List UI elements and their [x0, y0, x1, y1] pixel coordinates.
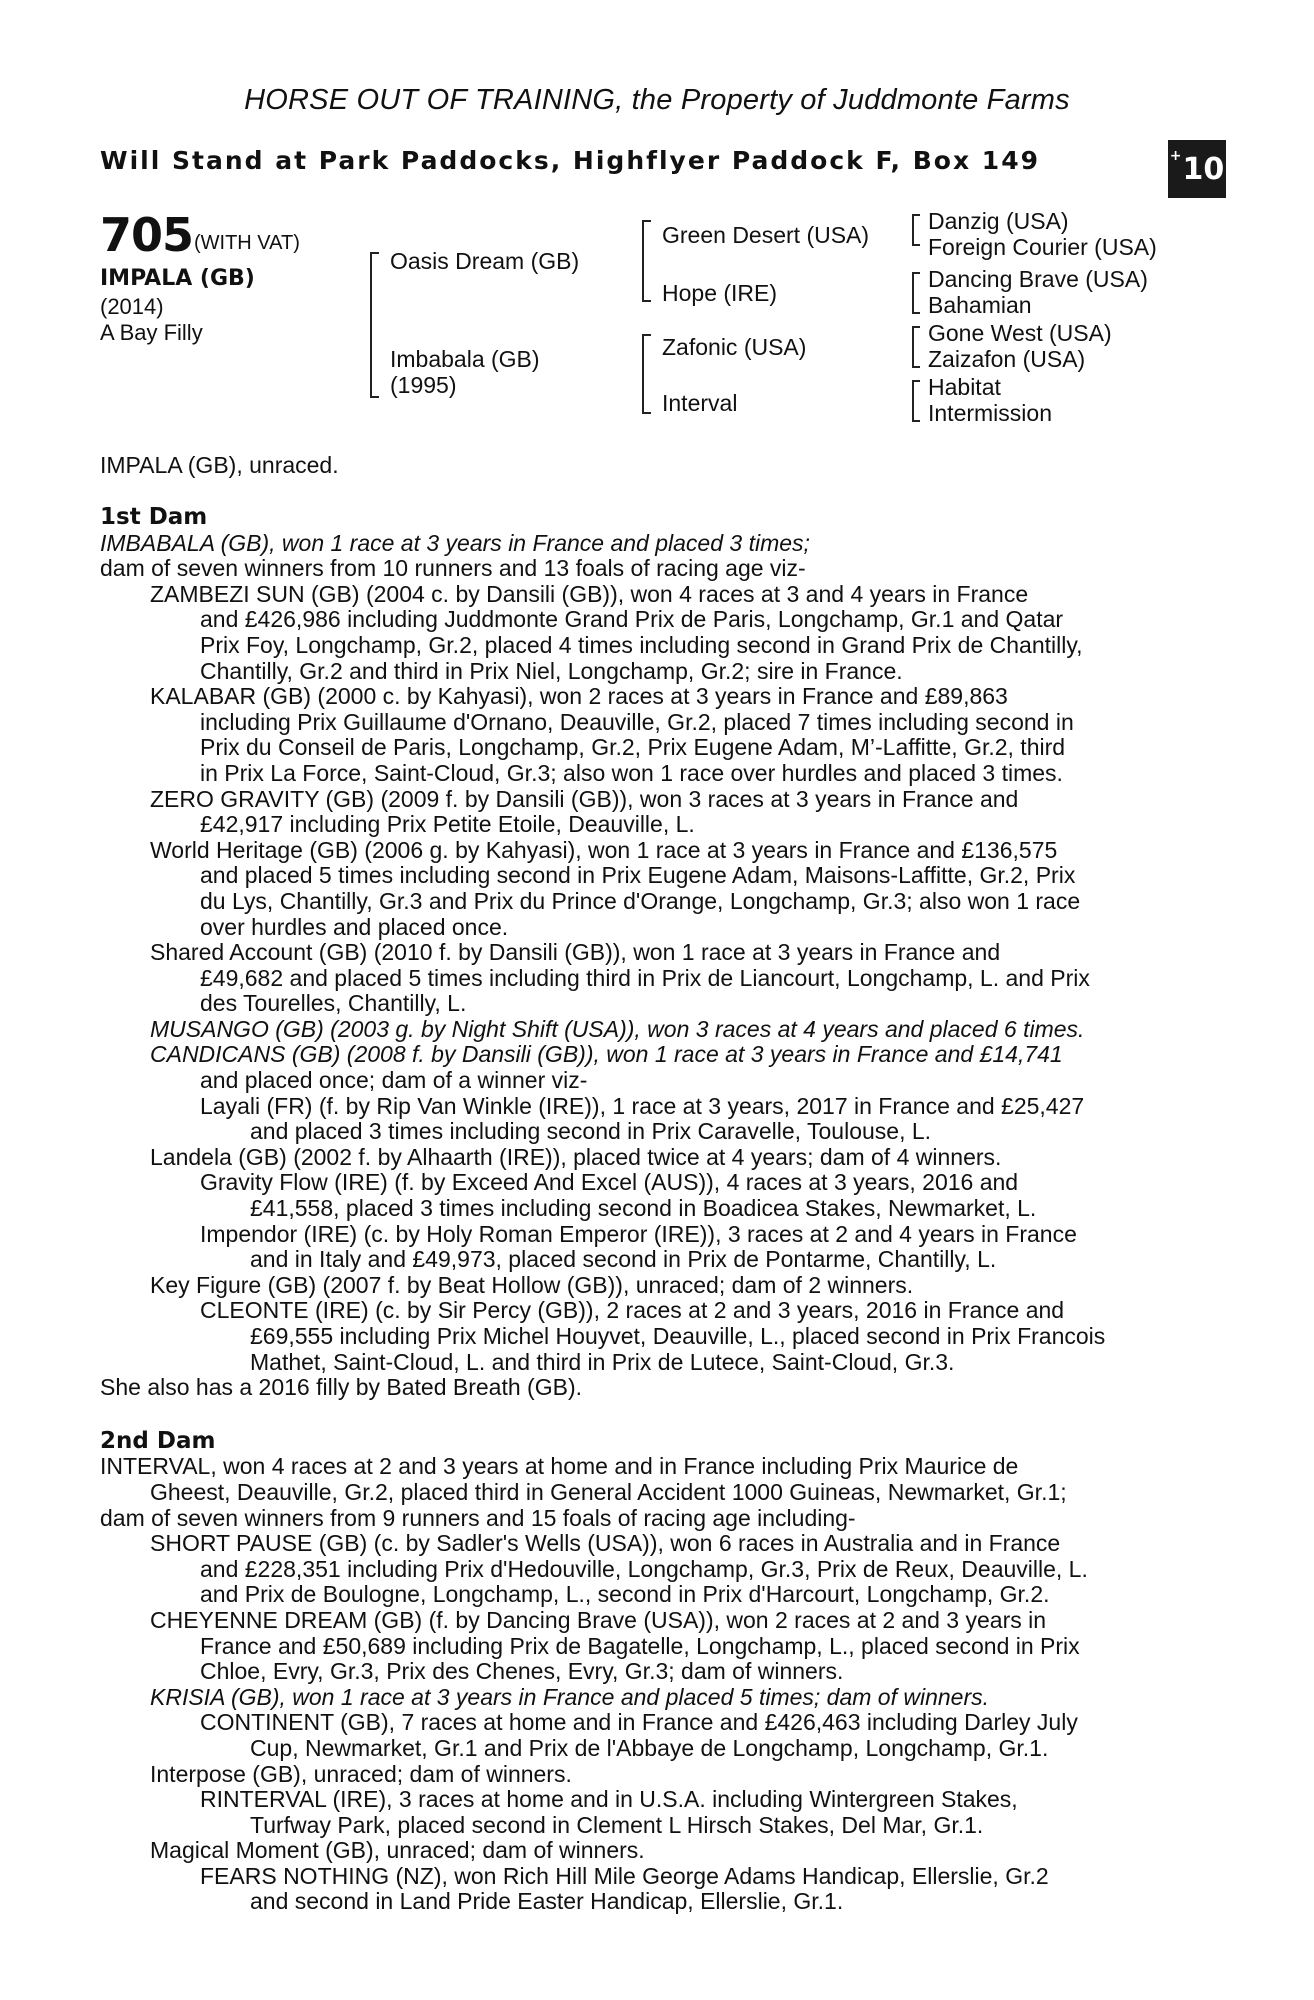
ped-dam: Imbabala (GB)	[390, 346, 540, 372]
dam2-line: Interpose (GB), unraced; dam of winners.	[150, 1760, 572, 1787]
ped-dam-year: (1995)	[390, 372, 457, 398]
ped-ds: Zafonic (USA)	[662, 334, 807, 360]
dam1-line: ZERO GRAVITY (GB) (2009 f. by Dansili (GB)), won 3 races at 3 years in France and	[150, 785, 1019, 812]
page-title: HORSE OUT OF TRAINING, the Property of Juddmonte Farms	[244, 84, 1070, 116]
stand-location: Will Stand at Park Paddocks, Highflyer Paddock F, Box 149	[100, 146, 1040, 175]
dam1-line: CANDICANS (GB) (2008 f. by Dansili (GB)), won 1 race at 3 years in France and £14,741	[150, 1041, 1063, 1068]
dam1-line: dam of seven winners from 10 runners and 13 foals of racing age viz-	[100, 555, 806, 582]
dam2-line: Gheest, Deauville, Gr.2, placed third in General Accident 1000 Guineas, Newmarket, Gr.1;	[150, 1478, 1067, 1505]
ped-dd: Interval	[662, 390, 738, 416]
ped-sss: Danzig (USA)	[928, 208, 1069, 234]
ped-dsd: Zaizafon (USA)	[928, 346, 1086, 372]
dam1-line: World Heritage (GB) (2006 g. by Kahyasi), won 1 race at 3 years in France and £136,575	[150, 836, 1058, 863]
second-dam-heading: 2nd Dam	[100, 1427, 216, 1454]
dam1-line: £49,682 and placed 5 times including third in Prix de Liancourt, Longchamp, L. and Prix	[200, 964, 1090, 991]
dam1-line: du Lys, Chantilly, Gr.3 and Prix du Prince d'Orange, Longchamp, Gr.3; also won 1 race	[200, 887, 1081, 914]
dam1-line: and placed 3 times including second in Prix Caravelle, Toulouse, L.	[250, 1118, 932, 1145]
lot-number: 705	[100, 208, 194, 262]
dam1-line: des Tourelles, Chantilly, L.	[200, 990, 467, 1017]
dam1-line: Layali (FR) (f. by Rip Van Winkle (IRE)), 1 race at 3 years, 2017 in France and £25,427	[200, 1092, 1085, 1119]
dam-record	[100, 505, 1212, 1915]
dam2-line: CHEYENNE DREAM (GB) (f. by Dancing Brave (USA)), won 2 races at 2 and 3 years in	[150, 1606, 1047, 1633]
dam2-line: and £228,351 including Prix d'Hedouville, Longchamp, Gr.3, Prix de Reux, Deauville, L.	[200, 1555, 1088, 1582]
dam1-line: £41,558, placed 3 times including second in Boadicea Stakes, Newmarket, L.	[250, 1195, 1037, 1222]
horse-description: A Bay Filly	[100, 320, 203, 345]
dam2-line: SHORT PAUSE (GB) (c. by Sadler's Wells (USA)), won 6 races in Australia and in France	[150, 1530, 1061, 1557]
dam1-line: Prix Foy, Longchamp, Gr.2, placed 4 times including second in Grand Prix de Chantilly,	[200, 631, 1083, 658]
ped-dds: Habitat	[928, 374, 1001, 400]
dam1-line: and placed 5 times including second in Prix Eugene Adam, Maisons-Laffitte, Gr.2, Prix	[200, 862, 1076, 889]
dam2-line: and second in Land Pride Easter Handicap, Ellerslie, Gr.1.	[250, 1888, 844, 1915]
dam1-line: Prix du Conseil de Paris, Longchamp, Gr.2, Prix Eugene Adam, M’-Laffitte, Gr.2, third	[200, 734, 1066, 761]
dam1-line: ZAMBEZI SUN (GB) (2004 c. by Dansili (GB)), won 4 races at 3 and 4 years in France	[150, 580, 1029, 607]
box-badge: + 10	[1168, 140, 1226, 198]
dam1-line: Impendor (IRE) (c. by Holy Roman Emperor (IRE)), 3 races at 2 and 4 years in France	[200, 1220, 1077, 1247]
vat-label: (WITH VAT)	[194, 232, 300, 254]
first-dam-heading: 1st Dam	[100, 504, 208, 530]
dam2-line: INTERVAL, won 4 races at 2 and 3 years at home and in France including Prix Maurice de	[100, 1453, 1019, 1480]
dam2-line: France and £50,689 including Prix de Bagatelle, Longchamp, L., placed second in Prix	[200, 1632, 1080, 1659]
dam2-line: CONTINENT (GB), 7 races at home and in France and £426,463 including Darley July	[200, 1709, 1078, 1736]
dam1-line: Chantilly, Gr.2 and third in Prix Niel, Longchamp, Gr.2; sire in France.	[200, 657, 903, 684]
dam1-line: including Prix Guillaume d'Ornano, Deauville, Gr.2, placed 7 times including second in	[200, 708, 1074, 735]
dam1-line: CLEONTE (IRE) (c. by Sir Percy (GB)), 2 races at 2 and 3 years, 2016 in France and	[200, 1297, 1065, 1324]
dam1-line: MUSANGO (GB) (2003 g. by Night Shift (USA)), won 3 races at 4 years and placed 6 times.	[150, 1015, 1085, 1042]
ped-ddd: Intermission	[928, 400, 1052, 426]
dam1-line: and placed once; dam of a winner viz-	[200, 1067, 588, 1094]
dam2-line: Magical Moment (GB), unraced; dam of winners.	[150, 1837, 645, 1864]
ped-ss: Green Desert (USA)	[662, 222, 870, 248]
horse-year: (2014)	[100, 294, 164, 319]
dam2-line: Turfway Park, placed second in Clement L Hirsch Stakes, Del Mar, Gr.1.	[250, 1811, 984, 1838]
dam2-line: Cup, Newmarket, Gr.1 and Prix de l'Abbaye de Longchamp, Longchamp, Gr.1.	[250, 1734, 1049, 1761]
dam2-line: dam of seven winners from 9 runners and 15 foals of racing age including-	[100, 1504, 856, 1531]
dam1-line: KALABAR (GB) (2000 c. by Kahyasi), won 2 races at 3 years in France and £89,863	[150, 683, 1008, 710]
unraced-note: IMPALA (GB), unraced.	[100, 452, 339, 478]
dam1-line: over hurdles and placed once.	[200, 913, 509, 940]
dam1-line: Gravity Flow (IRE) (f. by Exceed And Excel (AUS)), 4 races at 3 years, 2016 and	[200, 1169, 1019, 1196]
dam1-line: She also has a 2016 filly by Bated Breath (GB).	[100, 1374, 582, 1401]
dam1-line: Landela (GB) (2002 f. by Alhaarth (IRE)), placed twice at 4 years; dam of 4 winners.	[150, 1143, 1002, 1170]
dam1-line: Shared Account (GB) (2010 f. by Dansili (GB)), won 1 race at 3 years in France and	[150, 939, 1001, 966]
dam2-line: KRISIA (GB), won 1 race at 3 years in France and placed 5 times; dam of winners.	[150, 1683, 990, 1710]
dam1-line: IMBABALA (GB), won 1 race at 3 years in France and placed 3 times;	[100, 529, 810, 556]
dam2-line: FEARS NOTHING (NZ), won Rich Hill Mile George Adams Handicap, Ellerslie, Gr.2	[200, 1862, 1049, 1889]
dam2-line: RINTERVAL (IRE), 3 races at home and in U.S.A. including Wintergreen Stakes,	[200, 1786, 1018, 1813]
dam1-line: and in Italy and £49,973, placed second in Prix de Pontarme, Chantilly, L.	[250, 1246, 997, 1273]
dam1-line: in Prix La Force, Saint-Cloud, Gr.3; also won 1 race over hurdles and placed 3 times.	[200, 759, 1063, 786]
ped-sdd: Bahamian	[928, 292, 1032, 318]
ped-ssd: Foreign Courier (USA)	[928, 234, 1157, 260]
dam2-line: Chloe, Evry, Gr.3, Prix des Chenes, Evry, Gr.3; dam of winners.	[200, 1658, 844, 1685]
ped-dss: Gone West (USA)	[928, 320, 1112, 346]
dam1-line: Mathet, Saint-Cloud, L. and third in Prix de Lutece, Saint-Cloud, Gr.3.	[250, 1348, 955, 1375]
ped-sds: Dancing Brave (USA)	[928, 266, 1148, 292]
dam1-line: Key Figure (GB) (2007 f. by Beat Hollow (GB)), unraced; dam of 2 winners.	[150, 1271, 914, 1298]
ped-sire: Oasis Dream (GB)	[390, 248, 580, 274]
dam1-line: and £426,986 including Juddmonte Grand Prix de Paris, Longchamp, Gr.1 and Qatar	[200, 606, 1064, 633]
horse-name: IMPALA (GB)	[100, 266, 255, 291]
ped-sd: Hope (IRE)	[662, 280, 778, 306]
dam1-line: £42,917 including Prix Petite Etoile, Deauville, L.	[200, 811, 695, 838]
dam2-line: and Prix de Boulogne, Longchamp, L., second in Prix d'Harcourt, Longchamp, Gr.2.	[200, 1581, 1050, 1608]
dam1-line: £69,555 including Prix Michel Houyvet, Deauville, L., placed second in Prix Francois	[250, 1323, 1106, 1349]
